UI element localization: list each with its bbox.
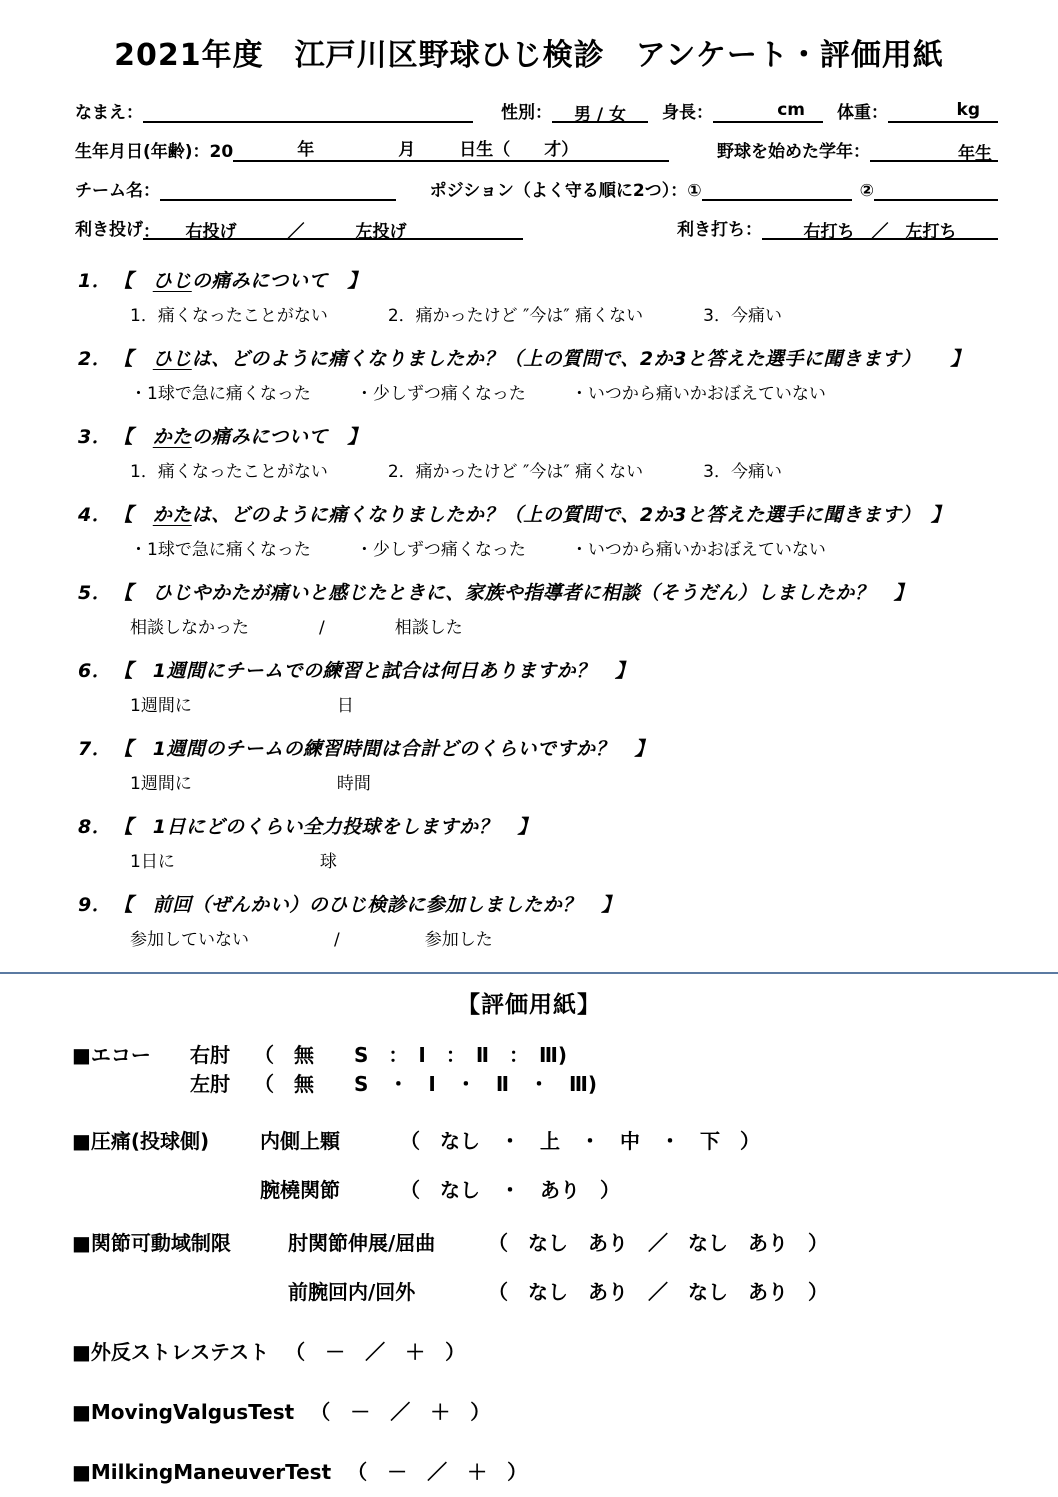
page-title: 2021年度 江戸川区野球ひじ検診 アンケート・評価用紙 <box>114 38 944 73</box>
height-label: 身長： <box>662 103 713 123</box>
name-blank-field <box>143 100 473 123</box>
option: ・少しずつ痛くなった <box>355 540 526 560</box>
question-text: の痛みについて 】 <box>191 426 367 448</box>
question-number: 2． <box>78 348 112 370</box>
birthdate-blank-field <box>233 139 669 162</box>
option-separator: / <box>319 618 325 638</box>
question-text: は、どのように痛くなりましたか？（上の質問で、2か3と答えた選手に聞きます） 】 <box>191 348 970 370</box>
radiocapitellar-joint-label: 腕橈関節 <box>260 1178 340 1202</box>
evaluation-section <box>72 1039 1058 1485</box>
option: 相談した <box>394 618 463 638</box>
question-text: 【 <box>123 504 153 526</box>
rom-row-2 <box>72 1276 1058 1305</box>
birthdate-label: 生年月日(年齢)：20 <box>75 142 234 162</box>
echo-grade-scale: （ 無 S ・ Ⅰ ・ Ⅱ ・ Ⅲ) <box>254 1072 598 1096</box>
question-3-options <box>130 457 1003 482</box>
option: ・1球で急に痛くなった <box>130 384 311 404</box>
question-4-options <box>130 535 1003 560</box>
answer-prefix: 1週間に <box>130 696 192 716</box>
height-unit: cm <box>777 100 805 120</box>
question-text: 【 1日にどのくらい全力投球をしますか？ 】 <box>123 816 537 838</box>
team-blank-field <box>160 178 396 201</box>
question-6-answer <box>130 691 1003 716</box>
throwing-hand-label: 利き投げ <box>75 220 143 240</box>
right-elbow-label: 右肘 <box>190 1043 230 1067</box>
tenderness-label: ■圧痛(投球側) <box>72 1129 210 1153</box>
rom-block <box>72 1227 1058 1305</box>
question-2-heading <box>78 344 1003 371</box>
question-number: 3． <box>78 426 112 448</box>
option: 相談しなかった <box>130 618 249 638</box>
throwing-hand-options: ： 右投げ ／ 左投げ <box>143 217 523 240</box>
question-text-underlined: ひじ <box>152 348 192 370</box>
milking-maneuver-test-label: ■MilkingManeuverTest <box>72 1460 332 1484</box>
echo-left-row <box>72 1068 1058 1097</box>
option: 1．痛くなったことがない <box>130 306 328 326</box>
personal-info-section <box>75 98 998 240</box>
question-text: 【 1週間にチームでの練習と試合は何日ありますか？ 】 <box>123 660 635 682</box>
question-text-underlined: ひじ <box>152 270 192 292</box>
sex-label: 性別： <box>501 103 552 123</box>
option: ・いつから痛いかおぼえていない <box>570 540 826 560</box>
tenderness-row-1 <box>72 1125 1058 1154</box>
option-separator: / <box>334 930 340 950</box>
option: ・いつから痛いかおぼえていない <box>570 384 826 404</box>
question-8 <box>78 812 1003 872</box>
baseball-start-label: 野球を始めた学年： <box>717 142 870 162</box>
option: 参加した <box>424 930 493 950</box>
weight-unit: kg <box>956 100 980 120</box>
position1-blank-field <box>702 178 852 201</box>
question-7 <box>78 734 1003 794</box>
question-text: の痛みについて 】 <box>191 270 367 292</box>
batting-hand-options: 右打ち ／ 左打ち <box>762 217 998 240</box>
question-5-options <box>130 613 1003 638</box>
question-5 <box>78 578 1003 638</box>
question-number: 6． <box>78 660 112 682</box>
sex-blank-field <box>552 100 648 123</box>
option: 3．今痛い <box>703 306 782 326</box>
section-divider <box>0 972 1058 974</box>
question-6-heading <box>78 656 1003 683</box>
answer-prefix: 1週間に <box>130 774 192 794</box>
grade-unit: 年生 <box>958 144 992 164</box>
option: ・1球で急に痛くなった <box>130 540 311 560</box>
question-7-answer <box>130 769 1003 794</box>
question-1 <box>78 266 1003 326</box>
question-3 <box>78 422 1003 482</box>
question-text-underlined: かた <box>152 426 192 448</box>
question-3-heading <box>78 422 1003 449</box>
answer-unit: 時間 <box>336 774 371 794</box>
moving-valgus-test-row <box>72 1396 1058 1425</box>
question-text-underlined: かた <box>152 504 192 526</box>
name-label: なまえ： <box>75 103 143 123</box>
question-text: は、どのように痛くなりましたか？（上の質問で、2か3と答えた選手に聞きます） 】 <box>191 504 951 526</box>
option: 参加していない <box>130 930 249 950</box>
position-label: ポジション（よく守る順に2つ）：① <box>429 181 702 201</box>
start-grade-blank-field <box>870 139 998 162</box>
rom-options: （ なし あり ／ なし あり ） <box>488 1231 828 1255</box>
moving-valgus-test-label: ■MovingValgusTest <box>72 1400 295 1424</box>
question-1-heading <box>78 266 1003 293</box>
test-result-options: （ － ／ ＋ ） <box>310 1400 491 1424</box>
echo-grade-scale: （ 無 S ： Ⅰ ： Ⅱ ： Ⅲ) <box>254 1043 568 1067</box>
question-9 <box>78 890 1003 950</box>
question-2-options <box>130 379 1003 404</box>
question-text: 【 前回（ぜんかい）のひじ検診に参加しましたか？ 】 <box>123 894 621 916</box>
question-4 <box>78 500 1003 560</box>
evaluation-section-title: 【評価用紙】 <box>457 992 601 1018</box>
question-text: 【 <box>123 270 153 292</box>
question-number: 5． <box>78 582 112 604</box>
height-blank-field <box>713 100 823 123</box>
tenderness-block <box>72 1125 1058 1203</box>
question-number: 4． <box>78 504 112 526</box>
question-5-heading <box>78 578 1003 605</box>
tenderness-options: （ なし ・ 上 ・ 中 ・ 下 ） <box>400 1129 760 1153</box>
batting-hand-label: 利き打ち： <box>677 220 762 240</box>
left-elbow-label: 左肘 <box>190 1072 230 1096</box>
question-number: 9． <box>78 894 112 916</box>
question-text: 【 ひじやかたが痛いと感じたときに、家族や指導者に相談（そうだん）しましたか？ 】 <box>123 582 914 604</box>
answer-prefix: 1日に <box>130 852 175 872</box>
weight-blank-field <box>888 100 998 123</box>
position2-label: ② <box>859 181 874 201</box>
option: 1．痛くなったことがない <box>130 462 328 482</box>
question-8-answer <box>130 847 1003 872</box>
handedness-row <box>75 215 998 240</box>
answer-unit: 球 <box>319 852 337 872</box>
forearm-pronation-supination-label: 前腕回内/回外 <box>288 1280 416 1304</box>
question-4-heading <box>78 500 1003 527</box>
echo-right-row <box>72 1039 1058 1068</box>
question-2 <box>78 344 1003 404</box>
question-9-heading <box>78 890 1003 917</box>
tenderness-row-2 <box>72 1174 1058 1203</box>
birthdate-row <box>75 137 998 162</box>
questionnaire-section <box>78 266 1003 950</box>
echo-block <box>72 1039 1058 1097</box>
option: 2．痛かったけど ″今は″ 痛くない <box>387 306 644 326</box>
rom-label: ■関節可動域制限 <box>72 1231 231 1255</box>
elbow-extension-flexion-label: 肘関節伸展/屈曲 <box>288 1231 436 1255</box>
question-9-options <box>130 925 1003 950</box>
option: 2．痛かったけど ″今は″ 痛くない <box>387 462 644 482</box>
valgus-stress-test-label: ■外反ストレステスト <box>72 1340 270 1364</box>
question-8-heading <box>78 812 1003 839</box>
position2-blank-field <box>874 178 998 201</box>
question-text: 【 1週間のチームの練習時間は合計どのくらいですか？ 】 <box>123 738 654 760</box>
tenderness-options: （ なし ・ あり ） <box>400 1178 620 1202</box>
year-unit: 年 <box>297 140 315 160</box>
name-row <box>75 98 998 123</box>
rom-row-1 <box>72 1227 1058 1256</box>
question-6 <box>78 656 1003 716</box>
month-unit: 月 <box>398 140 416 160</box>
sex-options: 男 / 女 <box>573 105 627 125</box>
question-1-options <box>130 301 1003 326</box>
option: ・少しずつ痛くなった <box>355 384 526 404</box>
medial-epicondyle-label: 内側上顆 <box>260 1129 340 1153</box>
team-label: チーム名： <box>75 181 160 201</box>
question-number: 7． <box>78 738 112 760</box>
echo-label: ■エコー <box>72 1043 151 1067</box>
rom-options: （ なし あり ／ なし あり ） <box>488 1280 828 1304</box>
day-age-unit: 日生（ 才） <box>459 140 579 160</box>
question-text: 【 <box>123 426 153 448</box>
question-number: 8． <box>78 816 112 838</box>
question-7-heading <box>78 734 1003 761</box>
question-text: 【 <box>123 348 153 370</box>
answer-unit: 日 <box>336 696 354 716</box>
test-result-options: （ － ／ ＋ ） <box>347 1460 528 1484</box>
question-number: 1． <box>78 270 112 292</box>
test-result-options: （ － ／ ＋ ） <box>285 1340 466 1364</box>
milking-maneuver-test-row <box>72 1456 1058 1485</box>
weight-label: 体重： <box>837 103 888 123</box>
valgus-stress-test-row <box>72 1336 1058 1365</box>
team-row <box>75 176 998 201</box>
option: 3．今痛い <box>703 462 782 482</box>
